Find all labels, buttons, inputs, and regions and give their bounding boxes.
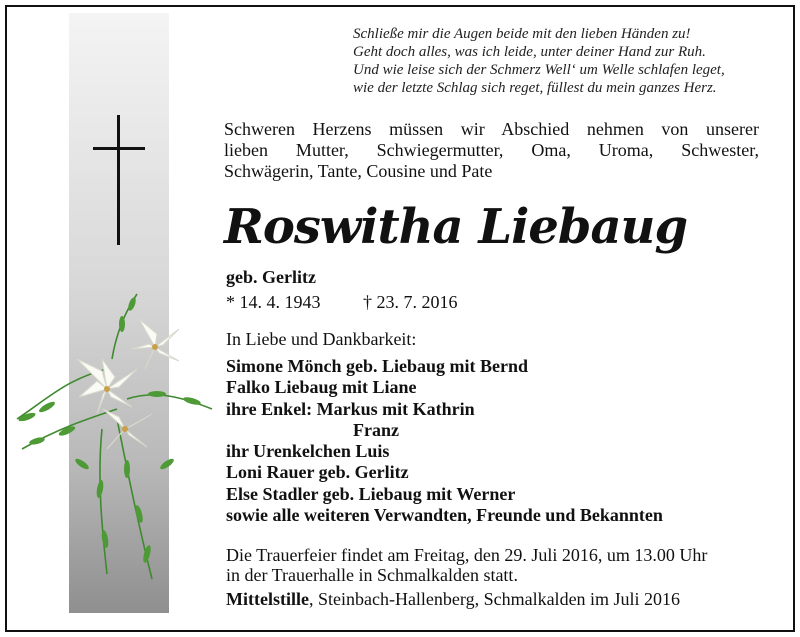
maiden-name: geb. Gerlitz [226,267,316,287]
place-and-date [226,589,680,610]
funeral-line: in der Trauerhalle in Schmalkalden statt. [226,565,518,585]
intro-line: Schwägerin, Tante, Cousine und Pate [224,161,493,181]
thanks-line: In Liebe und Dankbarkeit: [226,329,417,349]
mourner-line: Falko Liebaug mit Liane [226,377,417,398]
mourner-line: ihr Urenkelchen Luis [226,441,390,462]
mourner-line: Loni Rauer geb. Gerlitz [226,462,409,483]
poem-line: Geht doch alles, was ich leide, unter deiner Hand zur Ruh. [353,44,706,60]
poem-line: Und wie leise sich der Schmerz Well‘ um Welle schlafen leget, [353,62,725,78]
intro-line: lieben Mutter, Schwiegermutter, Oma, Uroma, Schwester, [224,140,759,160]
intro-line: Schweren Herzens müssen wir Abschied nehmen von unserer [224,119,759,139]
funeral-notice [226,545,766,585]
poem-line: Schließe mir die Augen beide mit den lieben Händen zu! [353,26,691,42]
mourner-line: ihre Enkel: Markus mit Kathrin [226,398,475,419]
place-rest: , Steinbach-Hallenberg, Schmalkalden im Juli 2016 [308,589,681,609]
birth-date: * 14. 4. 1943 [226,292,321,312]
obituary-frame [5,5,795,632]
cross-icon [93,115,145,245]
mourner-line: Simone Mönch geb. Liebaug mit Bernd [226,356,529,376]
lily-flowers-illustration [7,289,222,589]
life-dates [226,292,458,313]
poem [353,25,773,97]
poem-line: wie der letzte Schlag sich reget, füllest du mein ganzes Herz. [353,80,717,96]
mourners-list [226,356,663,526]
deceased-name: Roswitha Liebaug [224,199,688,255]
place-town: Mittelstille [226,589,309,609]
funeral-line: Die Trauerfeier findet am Freitag, den 29. Juli 2016, um 13.00 Uhr [226,545,708,565]
death-date: † 23. 7. 2016 [363,292,458,312]
mourner-line: Franz [353,419,399,440]
intro-text [224,119,759,182]
mourner-line: Else Stadler geb. Liebaug mit Werner [226,483,516,504]
mourner-line: sowie alle weiteren Verwandten, Freunde und Bekannten [226,505,663,526]
